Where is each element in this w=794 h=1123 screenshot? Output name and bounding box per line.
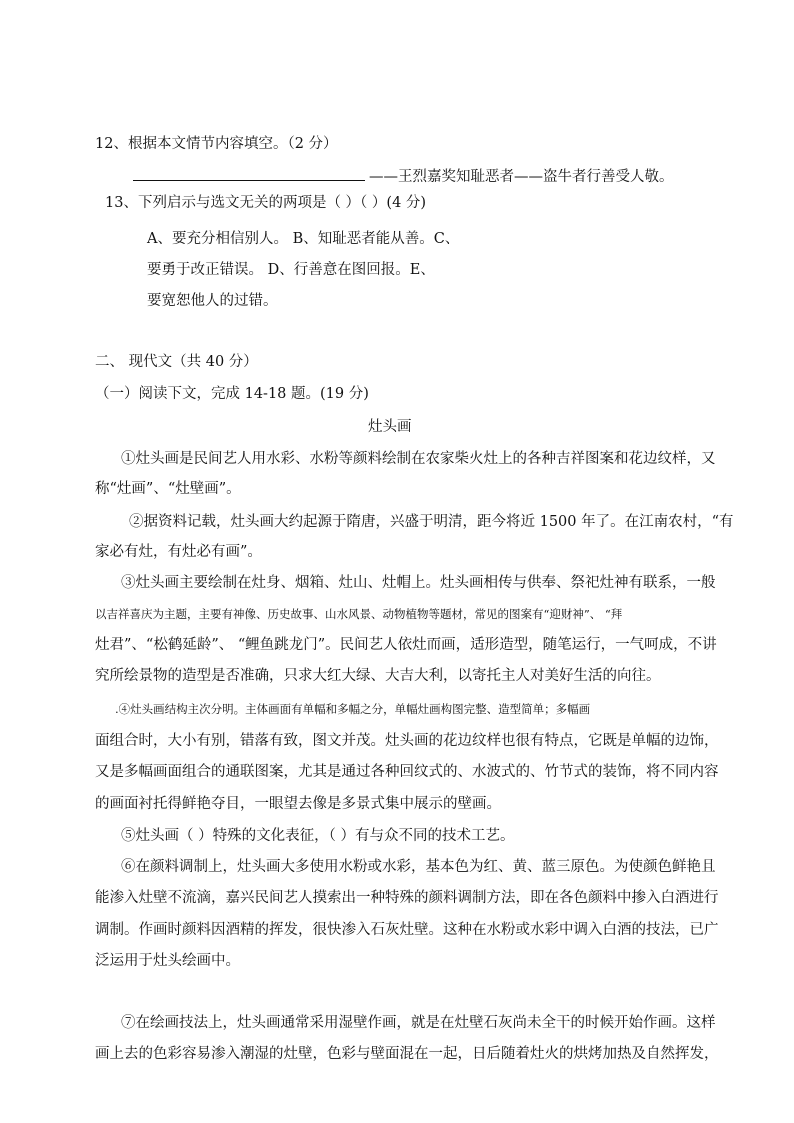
paragraph-4-line: 的画面衬托得鲜艳夺目，一眼望去像是多景式集中展示的壁画。 xyxy=(95,796,501,812)
paragraph-5-line: ⑤灶头画（ ）特殊的文化表征，（ ）有与众不同的技术工艺。 xyxy=(121,828,515,844)
paragraph-2-line: ②据资料记载，灶头画大约起源于隋唐，兴盛于明清，距今将近 1500 年了。在江南农村，“有 xyxy=(129,514,734,530)
paragraph-4-line: .④灶头画结构主次分明。主体画面有单幅和多幅之分，单幅灶画构图完整、造型简单；多幅画 xyxy=(115,702,591,716)
article-title: 灶头画 xyxy=(368,419,412,435)
paragraph-6-line: 调制。作画时颜料因酒精的挥发，很快渗入石灰灶壁。这种在水粉或水彩中调入白酒的技法，已广 xyxy=(95,922,719,938)
paragraph-1-line: 称“灶画”、“灶壁画”。 xyxy=(95,481,241,497)
section-subheading: （一）阅读下文，完成 14-18 题。(19 分) xyxy=(95,386,369,402)
paragraph-4-line: 面组合时，大小有别，错落有致，图文并茂。灶头画的花边纹样也很有特点，它既是单幅的边饰， xyxy=(95,733,719,749)
q13-options-line-2: 要勇于改正错误。 D、行善意在图回报。E、 xyxy=(147,262,435,278)
q12-fill-tail: ——王烈嘉奖知耻恶者——盗牛者行善受人敬。 xyxy=(369,169,674,185)
q13-title: 13、下列启示与选文无关的两项是（ ）（ ）(4 分) xyxy=(105,195,427,211)
paragraph-2-line: 家必有灶，有灶必有画”。 xyxy=(95,544,262,560)
q12-title: 12、根据本文情节内容填空。（2 分） xyxy=(95,136,338,152)
section-heading: 二、 现代文（共 40 分） xyxy=(95,354,258,370)
q13-options-line-1: A、要充分相信别人。 B、知耻恶者能从善。C、 xyxy=(147,231,460,247)
paragraph-6-line: 能渗入灶壁不流滴，嘉兴民间艺人摸索出一种特殊的颜料调制方法，即在各色颜料中掺入白酒进行 xyxy=(95,890,719,906)
paragraph-3-line: 灶君”、“松鹤延龄”、 “鲤鱼跳龙门”。民间艺人依灶而画，适形造型，随笔运行，一气呵成，不讲 xyxy=(95,637,717,653)
paragraph-3-line: 究所绘景物的造型是否准确，只求大红大绿、大吉大利，以寄托主人对美好生活的向往。 xyxy=(95,668,661,684)
paragraph-1-line: ①灶头画是民间艺人用水彩、水粉等颜料绘制在农家柴火灶上的各种吉祥图案和花边纹样，又 xyxy=(121,451,716,467)
paragraph-4-line: 又是多幅画面组合的通联图案，尤其是通过各种回纹式的、水波式的、竹节式的装饰，将不同内容 xyxy=(95,764,719,780)
paragraph-6-line: 泛运用于灶头绘画中。 xyxy=(95,953,240,969)
q13-options-line-3: 要宽恕他人的过错。 xyxy=(147,293,278,309)
paragraph-3-line: 以吉祥喜庆为主题，主要有神像、历史故事、山水风景、动物植物等题材，常见的图案有“迎财神”、 “拜 xyxy=(95,607,623,621)
paragraph-6-line: ⑥在颜料调制上，灶头画大多使用水粉或水彩，基本色为红、黄、蓝三原色。为使颜色鲜艳且 xyxy=(121,859,716,875)
paragraph-7-line: ⑦在绘画技法上，灶头画通常采用湿壁作画，就是在灶壁石灰尚未全干的时候开始作画。这样 xyxy=(121,1015,716,1031)
q12-fill-line xyxy=(133,166,674,187)
paragraph-3-line: ③灶头画主要绘制在灶身、烟箱、灶山、灶帽上。灶头画相传与供奉、祭祀灶神有联系，一般 xyxy=(121,575,716,591)
paragraph-7-line: 画上去的色彩容易渗入潮湿的灶壁，色彩与壁面混在一起，日后随着灶火的烘烤加热及自然挥发， xyxy=(95,1046,719,1062)
answer-blank[interactable] xyxy=(133,166,365,181)
